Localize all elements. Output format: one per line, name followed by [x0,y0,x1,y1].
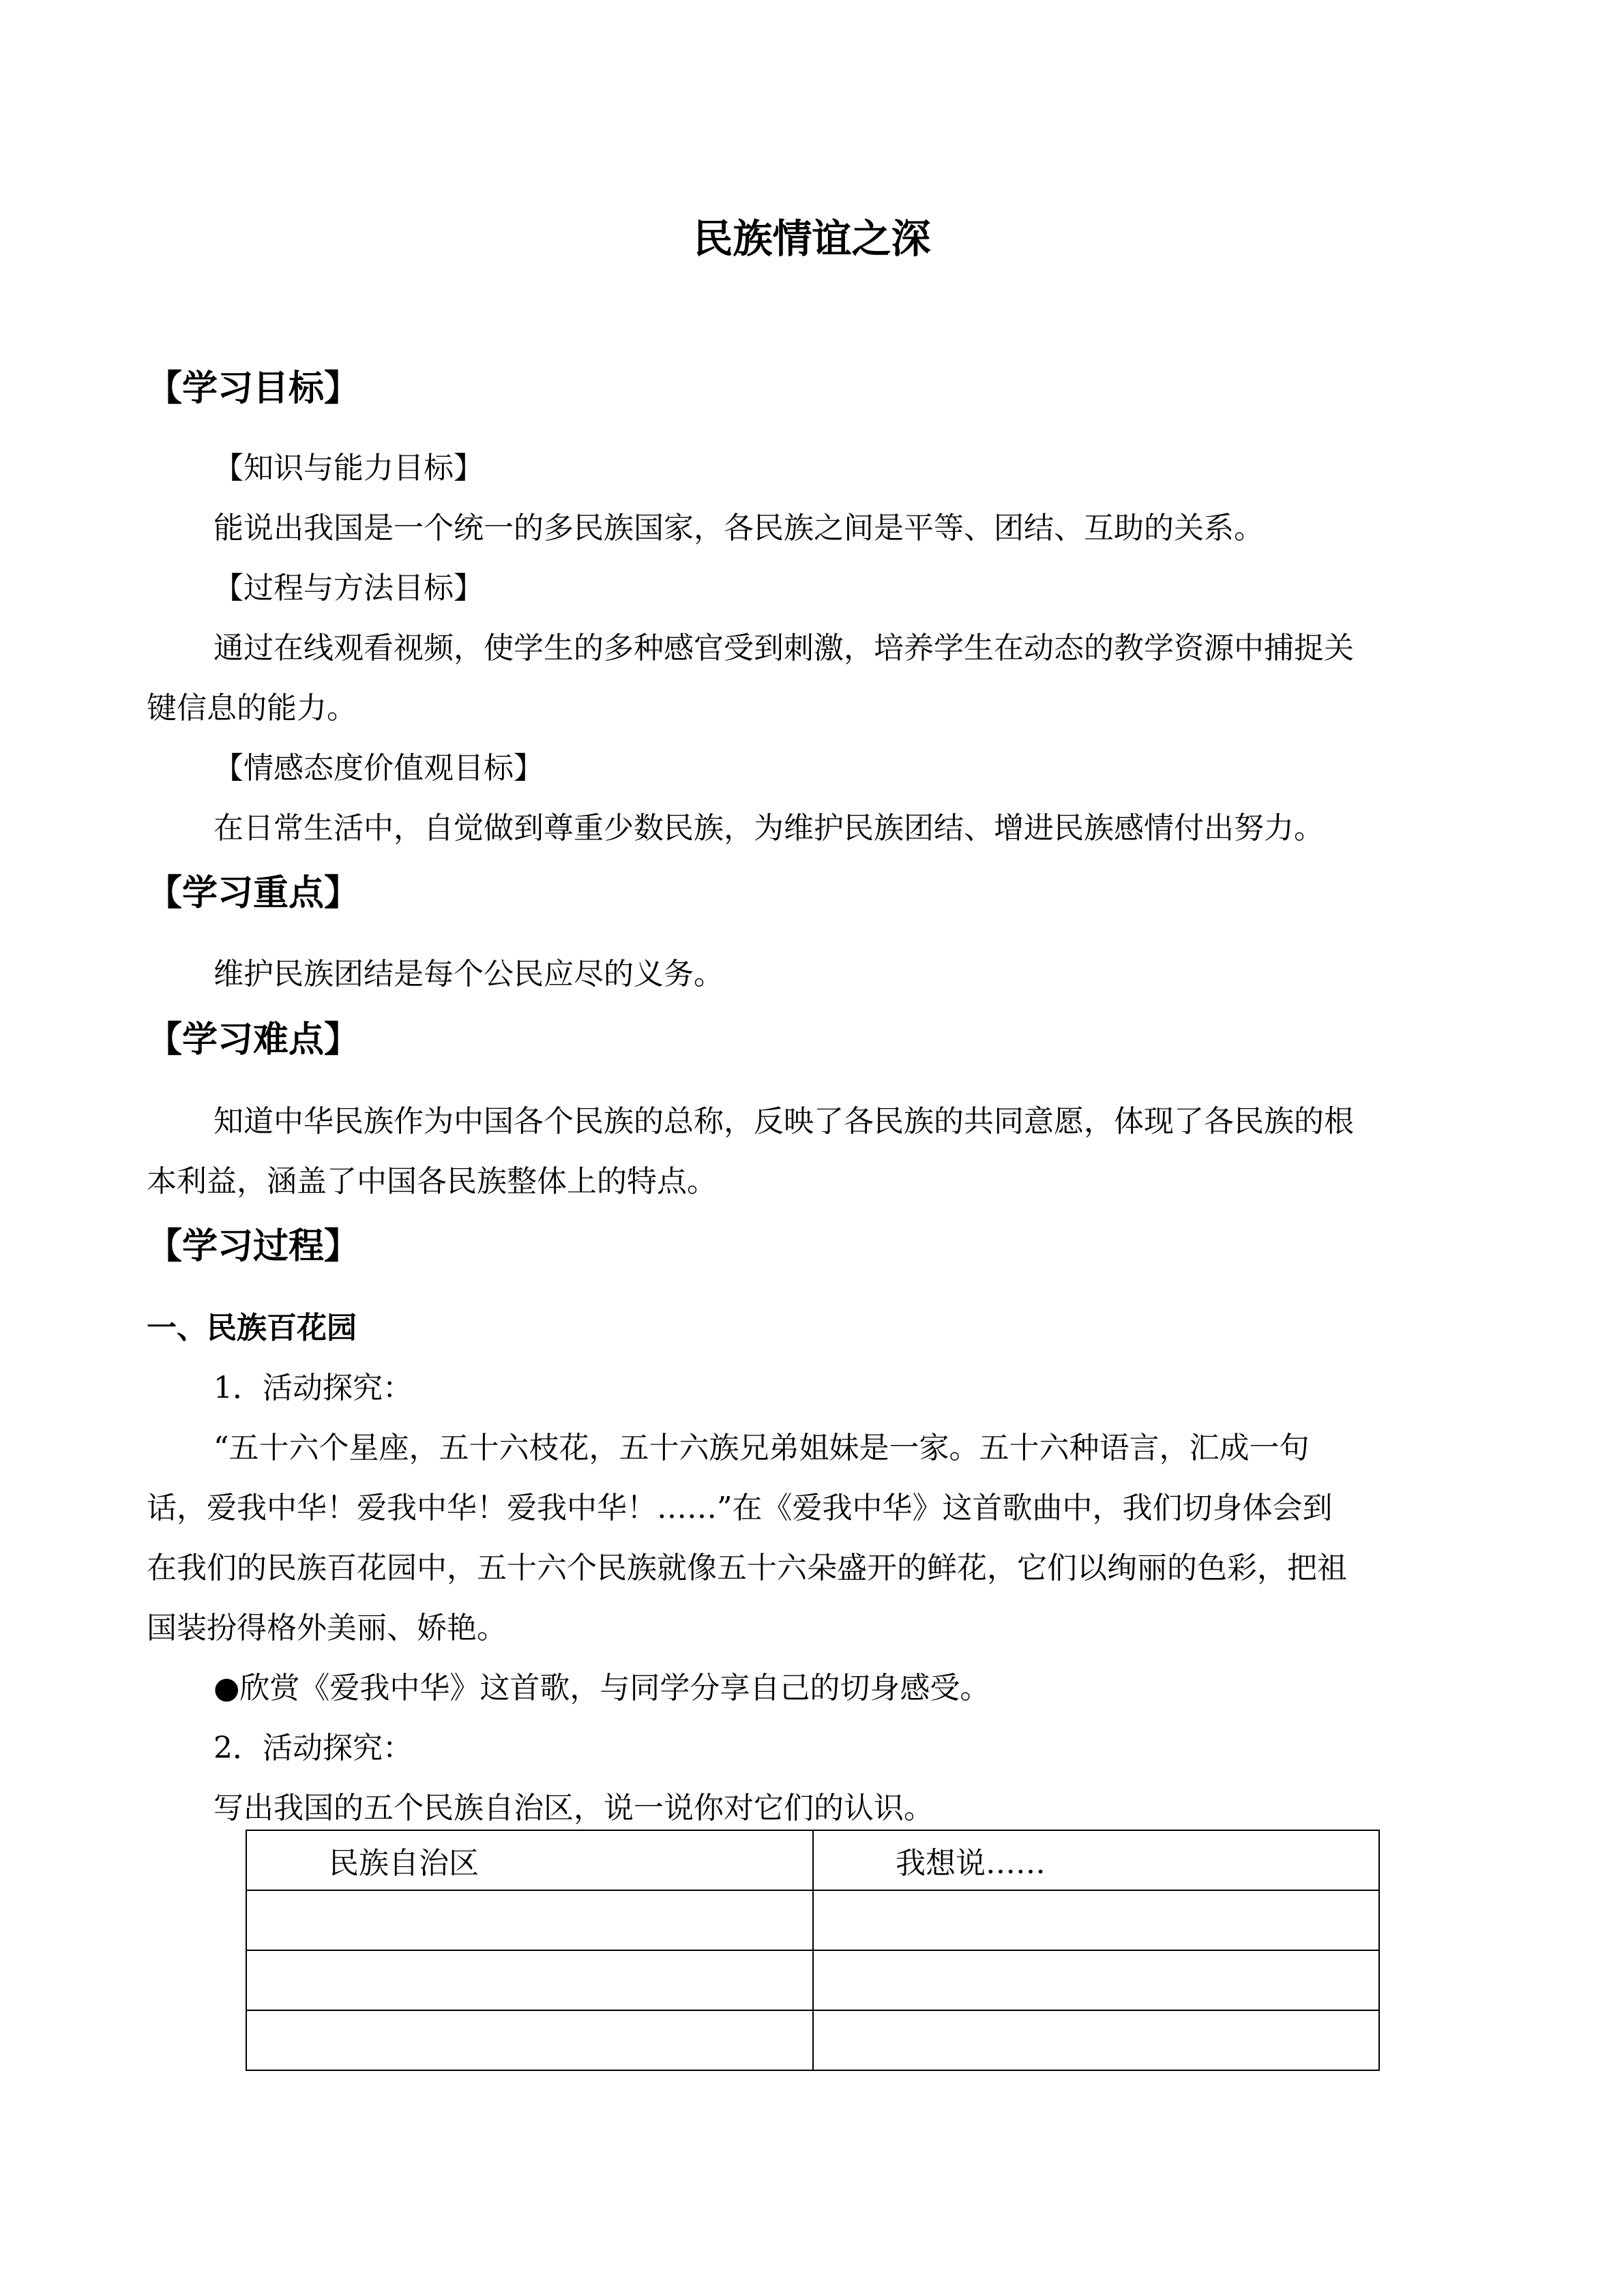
table-cell[interactable] [813,1890,1379,1950]
process-goal-label: 【过程与方法目标】 [213,571,484,606]
activity1-task: ●欣赏《爱我中华》这首歌，与同学分享自己的切身感受。 [213,1671,990,1705]
part1-title: 一、民族百花园 [147,1311,357,1345]
table-header-cell: 民族自治区 [246,1830,813,1890]
key-points-heading: 【学习重点】 [147,873,360,914]
difficulties-text-line2: 本利益，涵盖了中国各民族整体上的特点。 [147,1164,717,1199]
activity1-label: 1．活动探究： [213,1371,413,1405]
knowledge-goal-label: 【知识与能力目标】 [213,451,484,486]
table-cell[interactable] [246,1890,813,1950]
activity1-line2: 话，爱我中华！爱我中华！爱我中华！……”在《爱我中华》这首歌曲中，我们切身体会到 [147,1491,1333,1525]
autonomous-regions-table [246,1830,1380,2071]
table-cell[interactable] [246,2010,813,2070]
table-cell[interactable] [246,1950,813,2010]
table-header-cell: 我想说…… [813,1830,1379,1890]
process-goal-text-line2: 键信息的能力。 [147,691,357,726]
table-row [246,2010,1379,2070]
activity1-line3: 在我们的民族百花园中，五十六个民族就像五十六朵盛开的鲜花，它们以绚丽的色彩，把祖 [147,1551,1347,1585]
emotion-goal-text: 在日常生活中，自觉做到尊重少数民族，为维护民族团结、增进民族感情付出努力。 [213,811,1324,846]
process-heading: 【学习过程】 [147,1226,360,1267]
table-header-row [246,1830,1379,1890]
table-row [246,1950,1379,2010]
activity1-line1: “五十六个星座，五十六枝花，五十六族兄弟姐妹是一家。五十六种语言，汇成一句 [213,1431,1310,1465]
process-goal-text-line1: 通过在线观看视频，使学生的多种感官受到刺激，培养学生在动态的教学资源中捕捉关 [213,631,1354,666]
difficulties-heading: 【学习难点】 [147,1019,360,1060]
table-row [246,1890,1379,1950]
page-title: 民族情谊之深 [693,215,931,262]
table-cell[interactable] [813,2010,1379,2070]
key-points-text: 维护民族团结是每个公民应尽的义务。 [213,957,724,992]
activity2-label: 2．活动探究： [213,1731,413,1765]
table-cell[interactable] [813,1950,1379,2010]
difficulties-text-line1: 知道中华民族作为中国各个民族的总称，反映了各民族的共同意愿，体现了各民族的根 [213,1104,1354,1139]
activity2-text: 写出我国的五个民族自治区，说一说你对它们的认识。 [213,1791,934,1825]
knowledge-goal-text: 能说出我国是一个统一的多民族国家，各民族之间是平等、团结、互助的关系。 [213,511,1264,546]
goals-heading: 【学习目标】 [147,368,360,409]
emotion-goal-label: 【情感态度价值观目标】 [213,751,544,786]
activity1-line4: 国装扮得格外美丽、娇艳。 [147,1611,507,1645]
